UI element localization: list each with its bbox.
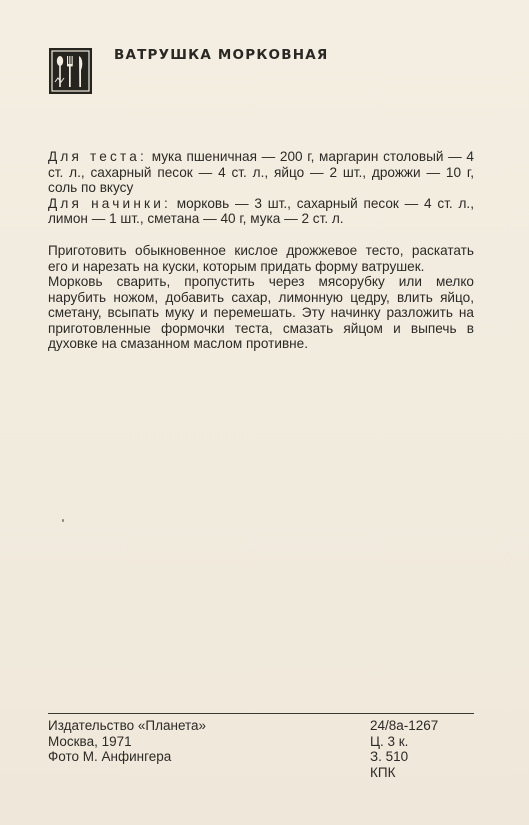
recipe-title: ВАТРУШКА МОРКОВНАЯ — [114, 47, 329, 63]
method-block — [48, 243, 474, 352]
filling-text: морковь — 3 шт., сахарный песок — 4 ст. л., лимон — 1 шт., сметана — 40 г, мука — 2 ст. л. — [48, 195, 474, 226]
ingredients-block — [48, 149, 474, 227]
print-speck — [62, 519, 64, 522]
planeta-publisher-logo-icon — [49, 48, 92, 94]
footer-catalog — [370, 718, 438, 780]
footer-imprint — [48, 718, 206, 765]
method-paragraph-2: Морковь сварить, пропустить через мясорубку или мелко нарубить ножом, добавить сахар, лимонную цедру, влить яйцо, сметану, всыпать муку и перемешать. Эту начинку разложить на приготовленные формочки теста, смазать яйцом и выпечь в духовке на смазанном маслом противне. — [48, 274, 474, 351]
filling-ingredients — [48, 196, 474, 227]
price-line: Ц. 3 к. — [370, 733, 409, 749]
dough-label: Для теста: — [48, 149, 148, 164]
order-line: З. 510 — [370, 749, 409, 764]
catalog-code: 24/8а-1267 — [370, 718, 439, 733]
method-paragraph-1: Приготовить обыкновенное кислое дрожжевое тесто, раскатать его и нарезать на куски, которым придать форму ватрушек. — [48, 243, 474, 274]
photo-credit-line: Фото М. Анфингера — [48, 749, 172, 764]
filling-label: Для начинки: — [48, 195, 171, 211]
city-year-line: Москва, 1971 — [48, 733, 132, 749]
dough-text: мука пшеничная — 200 г, маргарин столовый — 4 ст. л., сахарный песок — 4 ст. л., яйцо — 2 шт., дрожжи — 10 г, соль по вкусу — [48, 149, 474, 195]
footer-divider — [48, 713, 474, 714]
printer-line: КПК — [370, 764, 396, 780]
publisher-line: Издательство «Планета» — [48, 718, 207, 733]
dough-ingredients — [48, 149, 474, 196]
